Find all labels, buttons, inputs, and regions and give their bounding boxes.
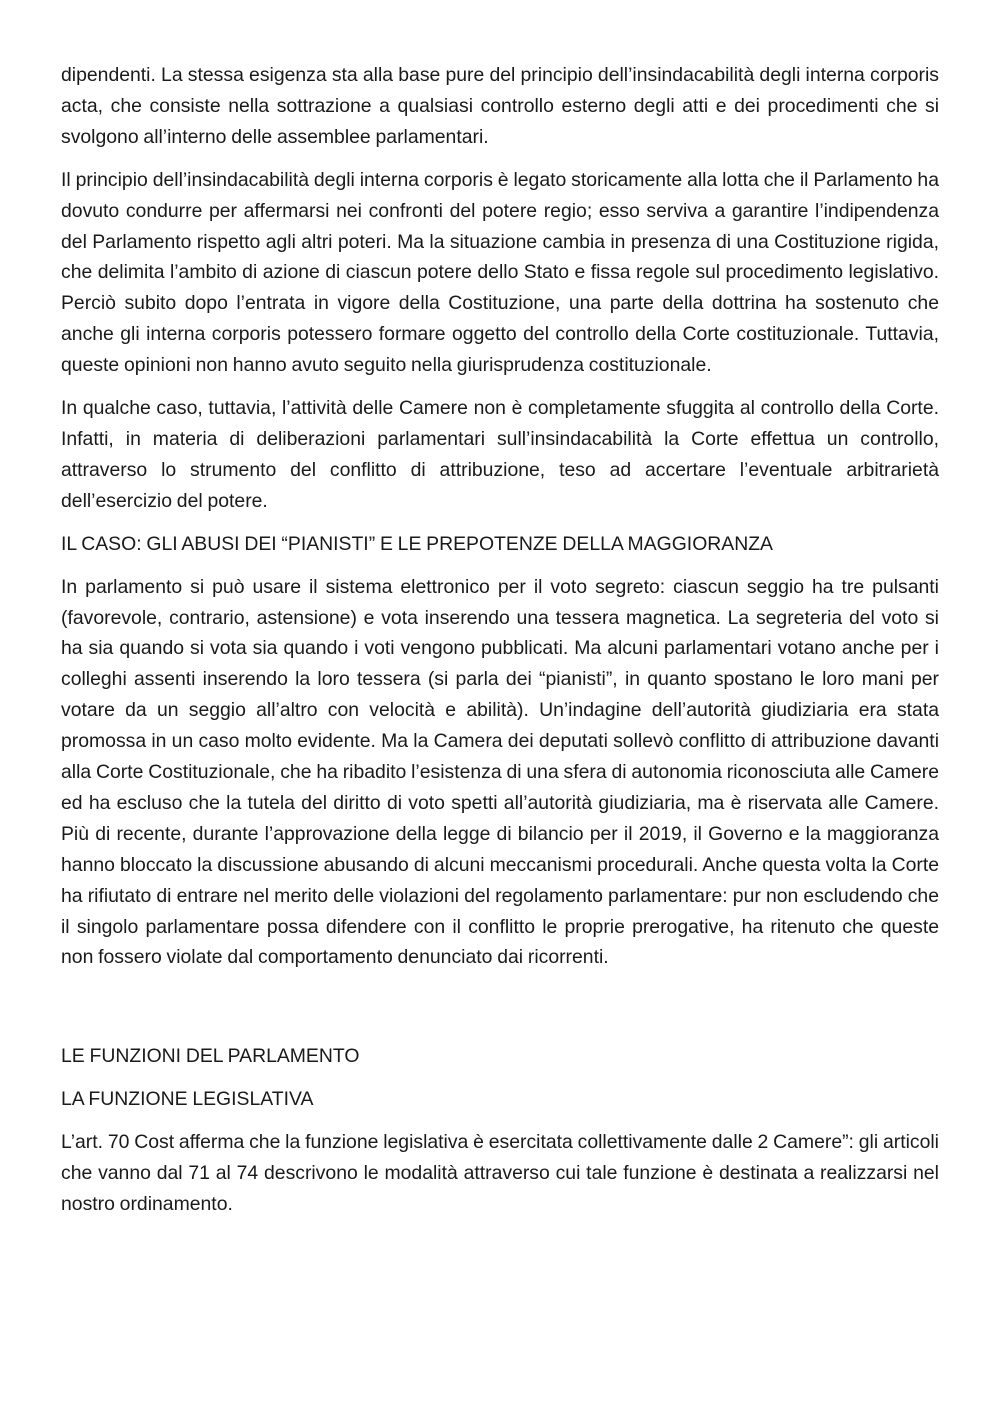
paragraph-corte-control: In qualche caso, tuttavia, l’attività delle Camere non è completamente sfuggita al controllo della Corte. Infatti, in materia di deliberazioni parlamentari sull’insindacabilità la Corte effettua un controllo, attraverso lo strumento del conflitto di attribuzione, teso ad accertare l’eventuale arbitrarietà dell’esercizio del potere. — [61, 397, 939, 512]
paragraph-insindacabilita-intro: dipendenti. La stessa esigenza sta alla base pure del principio dell’insindacabilità degli interna corporis acta, che consiste nella sottrazione a qualsiasi controllo esterno degli atti e dei procedimenti che si svolgono all’interno delle assemblee parlamentari. — [61, 64, 939, 148]
section-spacer — [61, 985, 939, 1041]
case-heading: IL CASO: GLI ABUSI DEI “PIANISTI” E LE PREPOTENZE DELLA MAGGIORANZA — [61, 532, 773, 555]
case-paragraph: In parlamento si può usare il sistema elettronico per il voto segreto: ciascun seggio ha tre pulsanti (favorevole, contrario, astensione) e vota inserendo una tessera magnetica. La segreteria del voto si ha sia quando si vota sia quando i voti vengono pubblicati. Ma alcuni parlamentari votano anche per i colleghi assenti inserendo la loro tessera (si parla dei “pianisti”, in quanto spostano le loro mani per votare da un seggio all’altro con velocità e abilità). Un’indagine dell’autorità giudiziaria era stata promossa in un caso molto evidente. Ma la Camera dei deputati sollevò conflitto di attribuzione davanti alla Corte Costituzionale, che ha ribadito l’esistenza di una sfera di autonomia riconosciuta alle Camere ed ha escluso che la tutela del diritto di voto spetti all’autorità giudiziaria, ma è riservata alle Camere. Più di recente, durante l’approvazione della legge di bilancio per il 2019, il Governo e la maggioranza hanno bloccato la discussione abusando di alcuni meccanismi procedurali. Anche questa volta la Corte ha rifiutato di entrare nel merito delle violazioni del regolamento parlamentare: pur non escludendo che il singolo parlamentare possa difendere con il conflitto le proprie prerogative, ha ritenuto che queste non fossero violate dal comportamento denunciato dai ricorrenti. — [61, 575, 939, 969]
paragraph-interna-corporis-history: Il principio dell’insindacabilità degli interna corporis è legato storicamente alla lotta che il Parlamento ha dovuto condurre per affermarsi nei confronti del potere regio; esso serviva a garantire l’indipendenza del Parlamento rispetto agli altri poteri. Ma la situazione cambia in presenza di una Costituzione rigida, che delimita l’ambito di azione di ciascun potere dello Stato e fissa regole sul procedimento legislativo. Perciò subito dopo l’entrata in vigore della Costituzione, una parte della dottrina ha sostenuto che anche gli interna corporis potessero formare oggetto del controllo della Corte costituzionale. Tuttavia, queste opinioni non hanno avuto seguito nella giurisprudenza costituzionale. — [61, 168, 939, 377]
subsection-heading: LA FUNZIONE LEGISLATIVA — [61, 1088, 314, 1111]
document-page — [61, 60, 939, 1232]
section-heading: LE FUNZIONI DEL PARLAMENTO — [61, 1045, 360, 1068]
final-paragraph: L’art. 70 Cost afferma che la funzione legislativa è esercitata collettivamente dalle 2 Camere”: gli articoli che vanno dal 71 al 74 descrivono le modalità attraverso cui tale funzione è destinata a realizzarsi nel nostro ordinamento. — [61, 1131, 939, 1215]
